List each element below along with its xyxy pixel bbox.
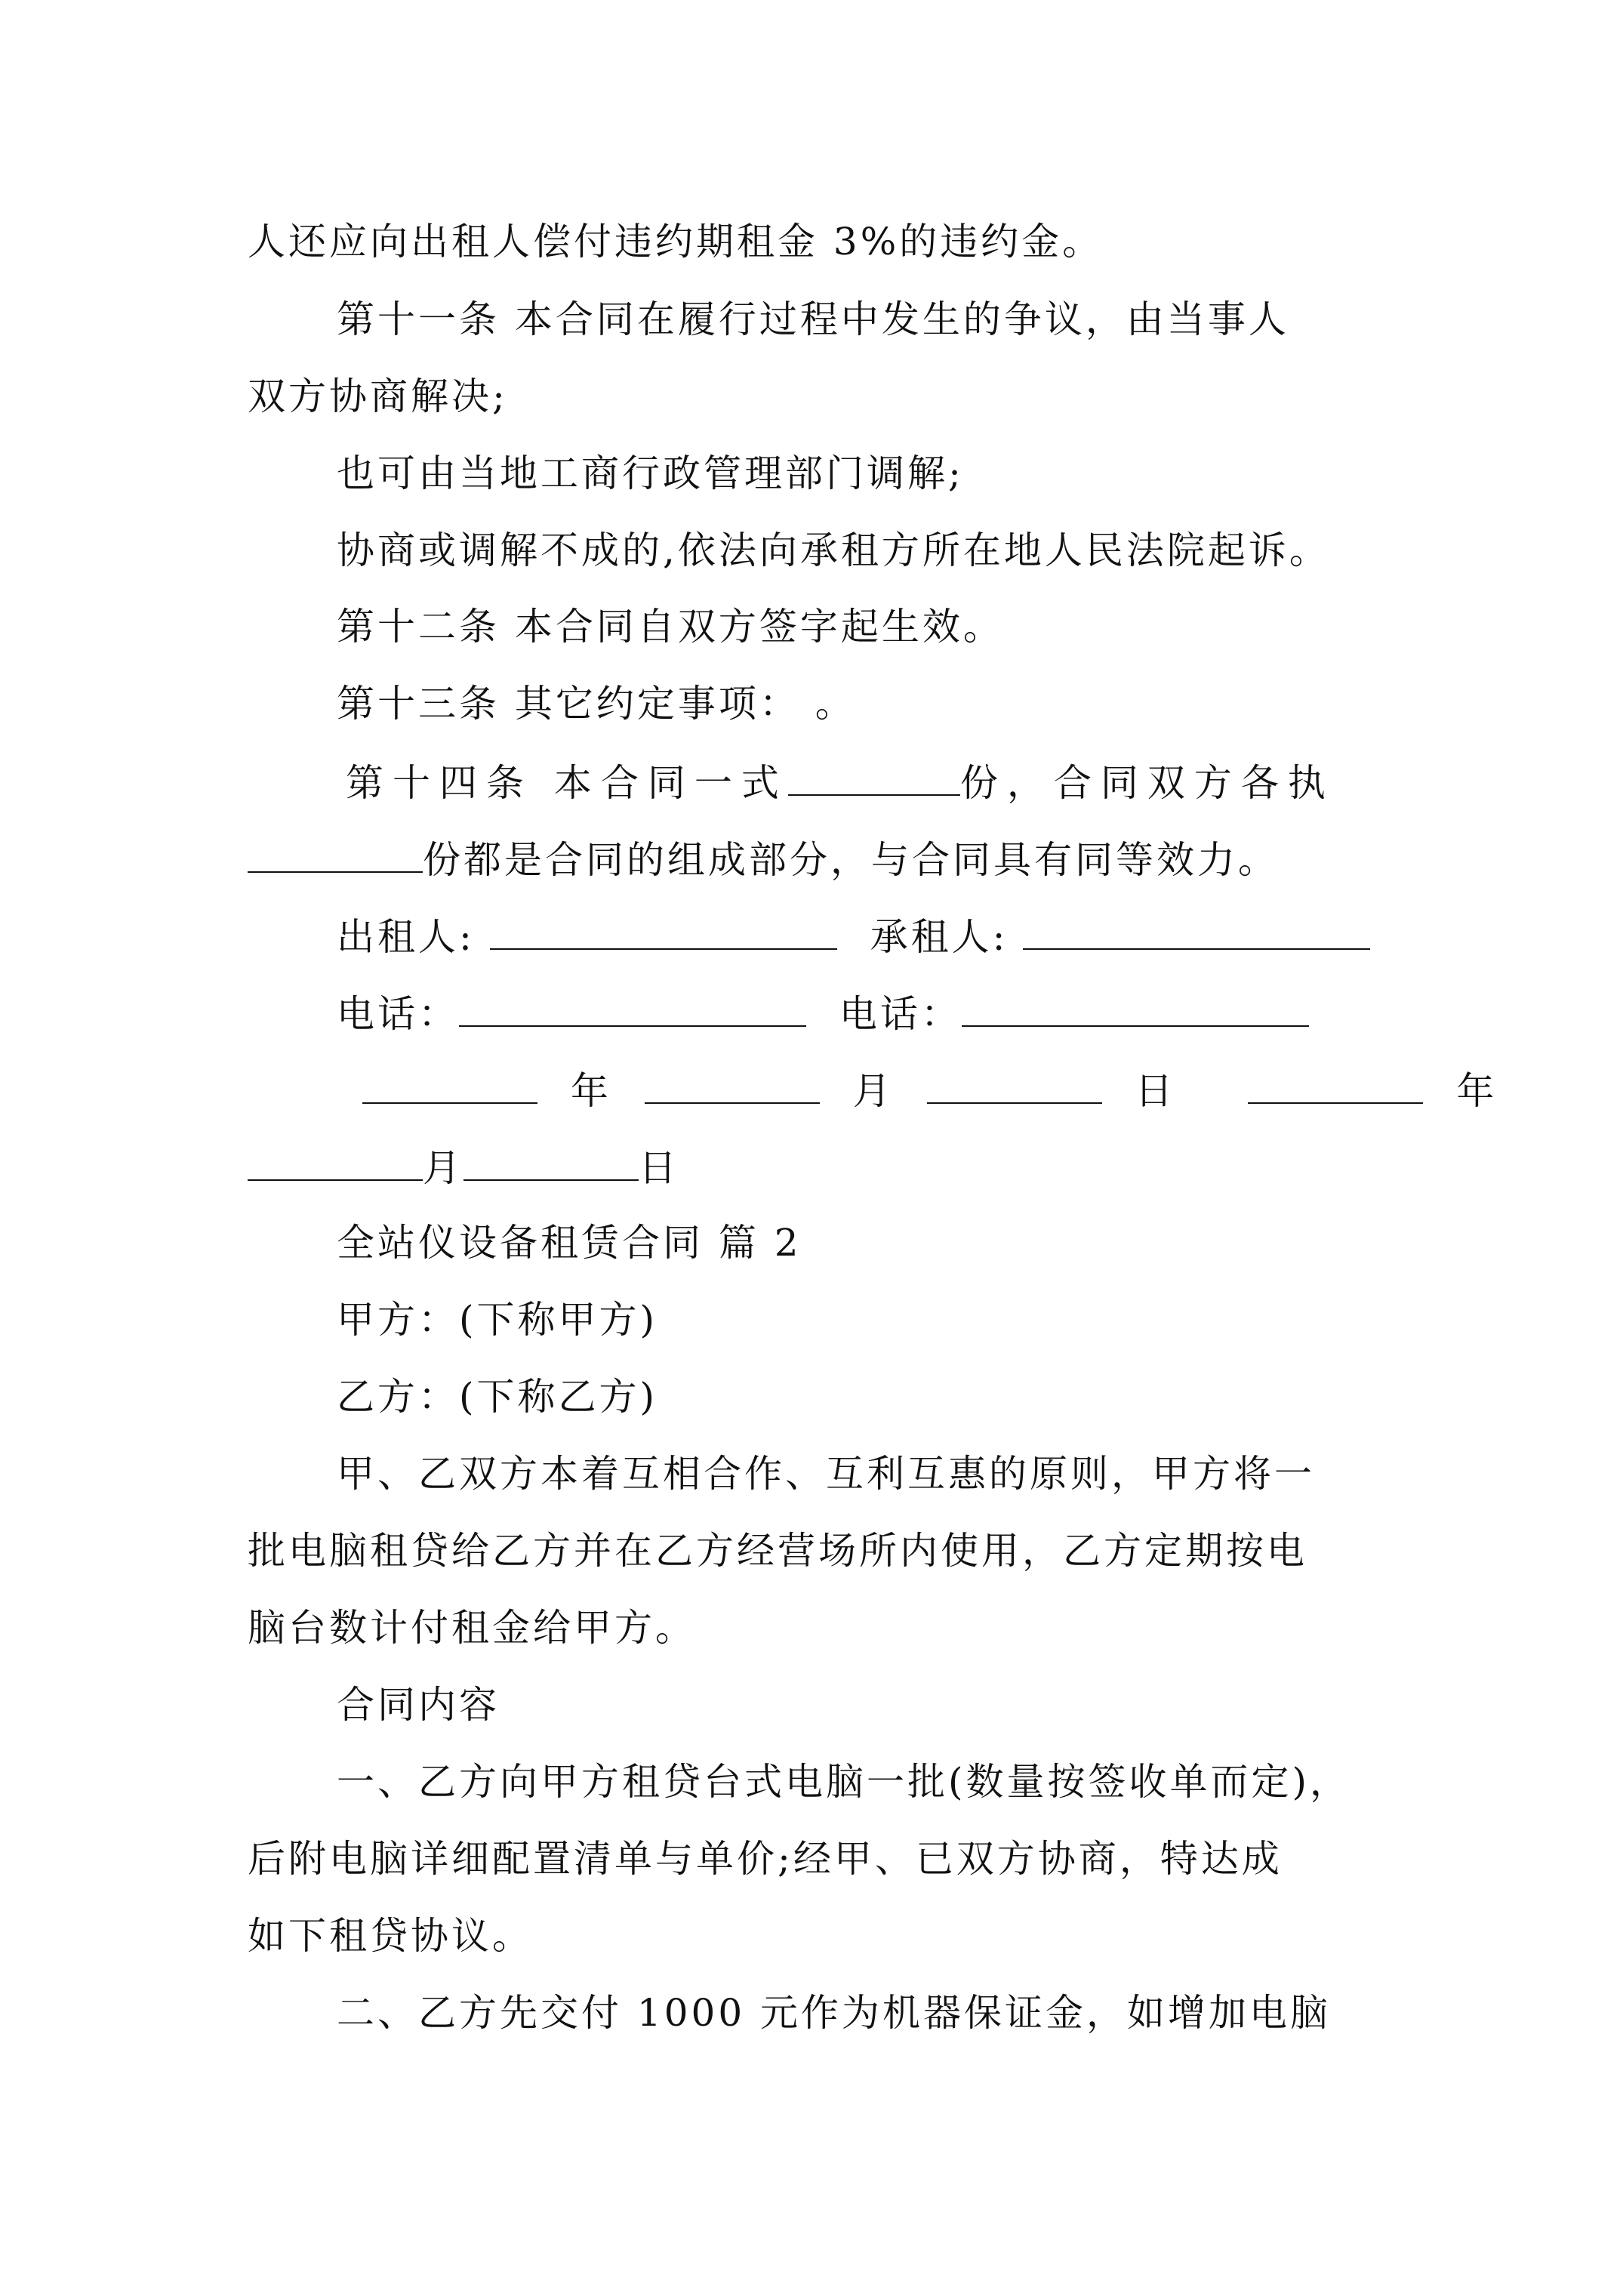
paragraph-line: 人还应向出租人偿付违约期租金 3%的违约金。	[248, 220, 1104, 264]
signature-line-parties	[337, 912, 1370, 960]
signature-line-phone	[337, 989, 1309, 1037]
lawsuit-clause: 协商或调解不成的,依法向承租方所在地人民法院起诉。	[337, 529, 1330, 572]
item-1-line-2: 后附电脑详细配置清单与单价;经甲、已双方协商，特达成	[248, 1837, 1283, 1881]
article-13: 第十三条 其它约定事项： 。	[337, 682, 856, 726]
month-label-2: 月	[423, 1146, 463, 1190]
copies-each-blank	[248, 835, 423, 873]
month-blank-1	[645, 1066, 820, 1104]
item-1-line-1: 一、乙方向甲方租贷台式电脑一批(数量按签收单而定)，	[337, 1760, 1351, 1804]
year-blank-2	[1248, 1066, 1423, 1104]
year-blank-1	[362, 1066, 537, 1104]
intro-line-1: 甲、乙双方本着互相合作、互利互惠的原则，甲方将一	[337, 1452, 1315, 1496]
day-label-1: 日	[1135, 1069, 1176, 1113]
month-label-1: 月	[852, 1069, 894, 1113]
month-blank-2	[248, 1143, 423, 1181]
article-11-line-1: 第十一条 本合同在履行过程中发生的争议，由当事人	[337, 297, 1289, 341]
phone-blank-lessee	[962, 989, 1309, 1027]
article-11-line-2: 双方协商解决;	[248, 374, 508, 418]
lessor-label: 出租人:	[337, 915, 475, 959]
lessor-blank	[490, 912, 837, 950]
item-2-line-1: 二、乙方先交付 1000 元作为机器保证金，如增加电脑	[337, 1991, 1332, 2035]
article-14-line-2	[248, 835, 1279, 883]
day-label-2: 日	[639, 1146, 679, 1190]
article-14-line-1	[346, 758, 1335, 806]
copies-blank	[788, 758, 960, 796]
contract-2-title: 全站仪设备租赁合同 篇 2	[337, 1221, 802, 1265]
lessee-label: 承租人:	[870, 915, 1009, 959]
party-a: 甲方：(下称甲方)	[337, 1298, 658, 1342]
contract-content-heading: 合同内容	[337, 1683, 500, 1727]
lessee-blank	[1023, 912, 1370, 950]
party-b: 乙方：(下称乙方)	[337, 1375, 658, 1419]
article-14-text-c: 份都是合同的组成部分，与合同具有同等效力。	[423, 838, 1279, 882]
item-1-line-3: 如下租贷协议。	[248, 1914, 533, 1958]
phone-label-lessee: 电话：	[839, 992, 962, 1036]
article-12: 第十二条 本合同自双方签字起生效。	[337, 605, 1004, 649]
intro-line-2: 批电脑租贷给乙方并在乙方经营场所内使用，乙方定期按电	[248, 1529, 1307, 1573]
day-blank-2	[463, 1143, 639, 1181]
phone-label-lessor: 电话：	[337, 992, 459, 1036]
signature-line-date-2	[248, 1143, 679, 1191]
day-blank-1	[927, 1066, 1102, 1104]
article-14-text-a: 第十四条 本合同一式	[346, 761, 788, 805]
year-label-1: 年	[570, 1069, 611, 1113]
phone-blank-lessor	[459, 989, 806, 1027]
intro-line-3: 脑台数计付租金给甲方。	[248, 1606, 696, 1650]
signature-line-date	[362, 1066, 1497, 1114]
article-14-text-b: 份，合同双方各执	[959, 761, 1335, 805]
mediation-clause: 也可由当地工商行政管理部门调解;	[337, 451, 964, 495]
year-label-2: 年	[1456, 1069, 1498, 1113]
